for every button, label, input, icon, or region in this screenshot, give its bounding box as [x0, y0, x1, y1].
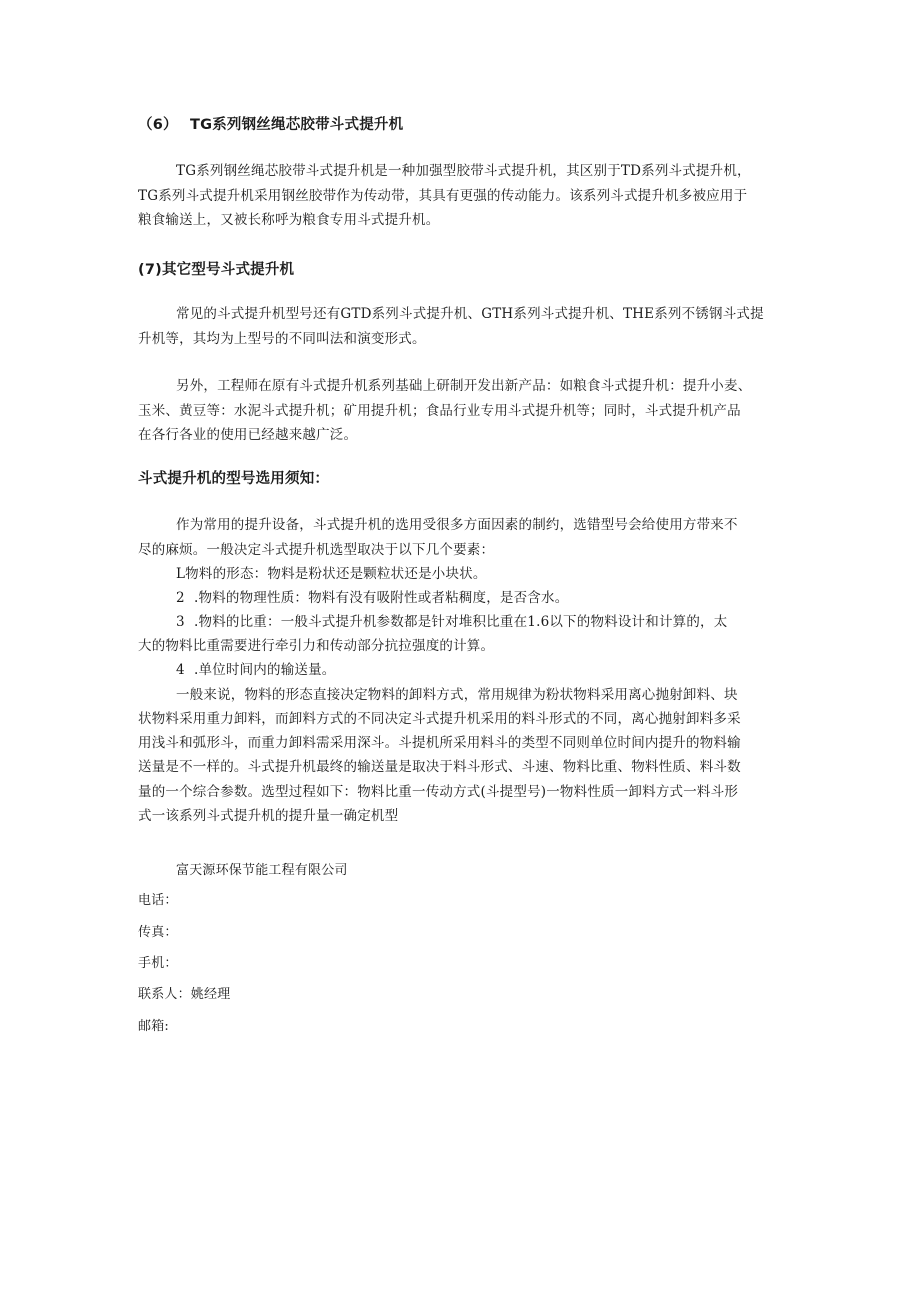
summary-line-2: 状物料采用重力卸料，而卸料方式的不同决定斗式提升机采用的料斗形式的不同，离心抛射卸料多采: [138, 711, 741, 727]
company-name: 富天源环保节能工程有限公司: [176, 863, 348, 878]
section-7-title: 其它型号斗式提升机: [161, 262, 295, 278]
section-7-para-2-line-1: 另外，工程师在原有斗式提升机系列基础上研制开发出新产品：如粮食斗式提升机：提升小麦、: [176, 378, 752, 394]
contact-person: 联系人：姚经理: [138, 987, 231, 1002]
fax-label: 传真：: [138, 925, 178, 940]
section-7-number: (7): [138, 262, 162, 278]
summary-line-3: 用浅斗和弧形斗，而重力卸料需采用深斗。斗提机所采用料斗的类型不同则单位时间内提升的物料输: [138, 735, 741, 751]
phone-label: 电话：: [138, 893, 178, 908]
email-label: 邮箱:: [138, 1019, 169, 1034]
selection-item-3-line-1: [176, 613, 727, 631]
section-7-para-2-line-3: 在各行各业的使用已经越来越广泛。: [138, 427, 358, 443]
summary-line-5: 量的一个综合参数。选型过程如下：物料比重一传动方式(斗提型号)一物料性质一卸料方式一料斗形: [138, 784, 739, 800]
selection-item-2: [176, 589, 568, 607]
section-7-para-1-line-1: 常见的斗式提升机型号还有GTD系列斗式提升机、GTH系列斗式提升机、THE系列不锈钢斗式提: [176, 306, 764, 322]
selection-intro-line-2: 尽的麻烦。一般决定斗式提升机选型取决于以下几个要素：: [138, 542, 495, 558]
selection-item-4-text: .单位时间内的输送量。: [194, 662, 336, 678]
section-6-title: TG系列钢丝绳芯胶带斗式提升机: [190, 117, 404, 133]
section-6-heading: [138, 116, 403, 134]
selection-item-4-number: 4: [176, 662, 185, 678]
section-6-number: （6）: [138, 117, 178, 133]
summary-line-4: 送量是不一样的。斗式提升机最终的输送量是取决于料斗形式、斗速、物料比重、物料性质、料斗数: [138, 759, 741, 775]
section-7-para-1-line-2: 升机等，其均为上型号的不同叫法和演变形式。: [138, 331, 426, 347]
selection-item-3-line-2: 大的物料比重需要进行牵引力和传动部分抗拉强度的计算。: [138, 638, 495, 654]
selection-item-2-number: 2: [176, 590, 185, 606]
mobile-label: 手机：: [138, 956, 178, 971]
summary-line-6: 式一该系列斗式提升机的提升量一确定机型: [138, 808, 399, 824]
section-6-line-2: TG系列斗式提升机采用钢丝胶带作为传动带，其具有更强的传动能力。该系列斗式提升机多被应用于: [138, 188, 748, 204]
section-7-para-2-line-2: 玉米、黄豆等：水泥斗式提升机；矿用提升机；食品行业专用斗式提升机等；同时，斗式提升机产品: [138, 403, 741, 419]
selection-heading: 斗式提升机的型号选用须知：: [138, 471, 330, 487]
summary-line-1: 一般来说，物料的形态直接决定物料的卸料方式，常用规律为粉状物料采用离心抛射卸料、块: [176, 687, 738, 703]
selection-item-3-number: 3: [176, 614, 185, 630]
selection-item-2-text: .物料的物理性质：物料有没有吸附性或者粘稠度，是否含水。: [194, 590, 569, 606]
selection-item-4: [176, 661, 336, 679]
section-6-line-1: TG系列钢丝绳芯胶带斗式提升机是一种加强型胶带斗式提升机，其区别于TD系列斗式提升机，: [176, 163, 751, 179]
selection-item-3-text: .物料的比重：一般斗式提升机参数都是针对堆积比重在1.6以下的物料设计和计算的，太: [194, 614, 728, 630]
section-7-heading: [138, 261, 294, 279]
section-6-line-3: 粮食输送上，又被长称呼为粮食专用斗式提升机。: [138, 212, 440, 228]
selection-item-1: L物料的形态：物料是粉状还是颗粒状还是小块状。: [176, 566, 487, 582]
selection-intro-line-1: 作为常用的提升设备，斗式提升机的选用受很多方面因素的制约，选错型号会给使用方带来不: [176, 517, 738, 533]
